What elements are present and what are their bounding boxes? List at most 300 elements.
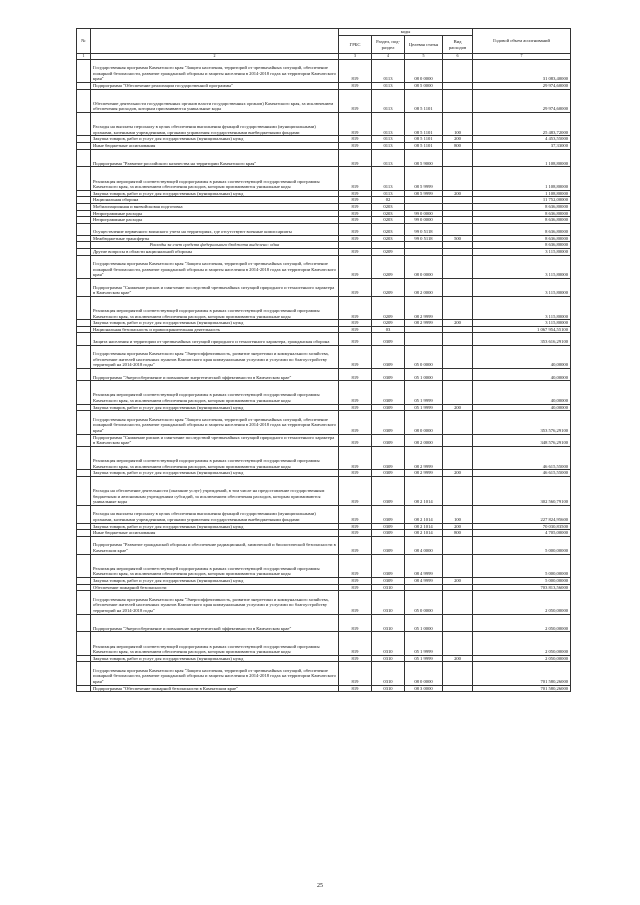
row-name: Непрограммные расходы bbox=[91, 210, 339, 217]
table-row bbox=[77, 203, 571, 210]
row-target: 05 1 9999 bbox=[405, 632, 443, 655]
row-grbs: 819 bbox=[339, 404, 372, 411]
table-row bbox=[77, 296, 571, 319]
table-row bbox=[77, 411, 571, 434]
row-amount: 5 000,00000 bbox=[473, 536, 571, 554]
row-number bbox=[77, 530, 91, 537]
row-name: Подпрограмма "Снижение рисков и смягчение последствий чрезвычайных ситуаций природного и техногенного характера в Камчатском крае" bbox=[91, 434, 339, 446]
row-number bbox=[77, 142, 91, 149]
row-section: 0309 bbox=[372, 536, 405, 554]
row-number bbox=[77, 112, 91, 135]
row-amount: 8 636,80000 bbox=[473, 203, 571, 210]
row-kind bbox=[443, 149, 473, 167]
header-codes: коды bbox=[339, 29, 473, 36]
row-grbs: 819 bbox=[339, 470, 372, 477]
row-kind bbox=[443, 89, 473, 112]
header-target: Целевая статья bbox=[405, 36, 443, 54]
row-amount: 3 115,80000 bbox=[473, 255, 571, 278]
row-kind bbox=[443, 685, 473, 692]
row-section: 0309 bbox=[372, 411, 405, 434]
table-row bbox=[77, 142, 571, 149]
row-amount: 40,00000 bbox=[473, 404, 571, 411]
row-kind: 200 bbox=[443, 320, 473, 327]
row-kind bbox=[443, 210, 473, 217]
row-name: Реализация мероприятий соответствующей подпрограммы в рамках соответствующей государственной программы Камчатского края, за исключением обеспечения расходов, которым присваиваются уникальные коды bbox=[91, 554, 339, 577]
row-grbs: 819 bbox=[339, 411, 372, 434]
row-amount: 29 974,60000 bbox=[473, 89, 571, 112]
row-target: 08 5 0000 bbox=[405, 82, 443, 89]
row-target bbox=[405, 249, 443, 256]
row-target: 08 5 9999 bbox=[405, 190, 443, 197]
row-section: 03 bbox=[372, 326, 405, 333]
row-section: 0309 bbox=[372, 554, 405, 577]
row-grbs: 819 bbox=[339, 149, 372, 167]
row-amount: 25 483,72000 bbox=[473, 112, 571, 135]
row-section: 0113 bbox=[372, 190, 405, 197]
row-name: Закупка товаров, работ и услуг для государственных (муниципальных) нужд bbox=[91, 320, 339, 327]
row-section: 0309 bbox=[372, 345, 405, 368]
row-section: 02 bbox=[372, 197, 405, 204]
row-amount: 2 050,00000 bbox=[473, 655, 571, 662]
row-number bbox=[77, 190, 91, 197]
table-row bbox=[77, 345, 571, 368]
row-section: 0203 bbox=[372, 203, 405, 210]
row-target bbox=[405, 333, 443, 345]
table-row bbox=[77, 404, 571, 411]
row-grbs: 819 bbox=[339, 82, 372, 89]
row-section: 0113 bbox=[372, 59, 405, 82]
row-amount: 70 030,83500 bbox=[473, 523, 571, 530]
row-name: Защита населения и территории от чрезвычайных ситуаций природного и техногенного характера, гражданская оборона bbox=[91, 333, 339, 345]
row-name: Подпрограмма "Снижение рисков и смягчение последствий чрезвычайных ситуаций природного и техногенного характера в Камчатском крае" bbox=[91, 279, 339, 297]
row-number bbox=[77, 210, 91, 217]
row-name: Государственная программа Камчатского края "Защита населения, территорий от чрезвычайных ситуаций, обеспечение пожарной безопасности, развитие гражданской обороны и защиты населения в 2014-2018 годах на территории Камчатского края" bbox=[91, 255, 339, 278]
row-target bbox=[405, 326, 443, 333]
row-amount: 11 752,00000 bbox=[473, 197, 571, 204]
row-target: 05 1 0000 bbox=[405, 369, 443, 381]
row-grbs: 819 bbox=[339, 59, 372, 82]
header-blank bbox=[91, 29, 339, 54]
table-row bbox=[77, 523, 571, 530]
row-kind bbox=[443, 333, 473, 345]
row-kind bbox=[443, 296, 473, 319]
row-name: Подпрограмма "Энергосбережение и повышение энергетической эффективности в Камчатском крае" bbox=[91, 369, 339, 381]
row-grbs: 819 bbox=[339, 446, 372, 469]
row-name: Государственная программа Камчатского края "Энергоэффективность, развитие энергетики и коммунального хозяйства, обеспечение жителей населенных пунктов Камчатского края коммунальными услугами и услугами по благоустройству территорий на 2014-2018 годы" bbox=[91, 345, 339, 368]
row-kind bbox=[443, 411, 473, 434]
row-grbs: 819 bbox=[339, 577, 372, 584]
row-grbs: 819 bbox=[339, 197, 372, 204]
row-target: 05 0 0000 bbox=[405, 591, 443, 614]
row-grbs: 819 bbox=[339, 536, 372, 554]
row-amount: 3 115,80000 bbox=[473, 249, 571, 256]
row-number bbox=[77, 655, 91, 662]
row-name: Реализация мероприятий соответствующей подпрограммы в рамках соответствующей государственной программы Камчатского края, за исключением обеспечения расходов, которым присваиваются уникальные коды bbox=[91, 632, 339, 655]
row-kind bbox=[443, 217, 473, 224]
column-index: 3 bbox=[339, 54, 372, 60]
row-number bbox=[77, 89, 91, 112]
row-target: 08 2 0000 bbox=[405, 434, 443, 446]
row-target: 08 0 0000 bbox=[405, 255, 443, 278]
row-section: 0310 bbox=[372, 584, 405, 591]
row-amount: 302 560,79100 bbox=[473, 476, 571, 505]
row-grbs: 819 bbox=[339, 662, 372, 685]
row-section: 0209 bbox=[372, 255, 405, 278]
table-row bbox=[77, 235, 571, 242]
row-grbs bbox=[339, 242, 372, 249]
row-kind: 100 bbox=[443, 505, 473, 523]
row-section: 0309 bbox=[372, 530, 405, 537]
row-amount: 4 453,55000 bbox=[473, 136, 571, 143]
row-kind: 200 bbox=[443, 190, 473, 197]
row-target: 08 3 0000 bbox=[405, 685, 443, 692]
row-section: 0209 bbox=[372, 249, 405, 256]
row-grbs: 819 bbox=[339, 333, 372, 345]
header-amount: Годовой объем ассигнований bbox=[473, 29, 571, 54]
row-kind bbox=[443, 203, 473, 210]
row-grbs: 819 bbox=[339, 296, 372, 319]
header-section: Раздел, под-раздел bbox=[372, 36, 405, 54]
row-name: Государственная программа Камчатского края "Защита населения, территорий от чрезвычайных ситуаций, обеспечение пожарной безопасности, развитие гражданской обороны и защиты населения в 2014-2018 годах на территории Камчатского края" bbox=[91, 662, 339, 685]
row-kind bbox=[443, 242, 473, 249]
row-grbs: 819 bbox=[339, 523, 372, 530]
row-target: 08 5 1101 bbox=[405, 136, 443, 143]
row-grbs: 819 bbox=[339, 279, 372, 297]
row-section: 0113 bbox=[372, 167, 405, 190]
row-amount: 3 115,80000 bbox=[473, 296, 571, 319]
row-kind bbox=[443, 381, 473, 404]
row-name: Подпрограмма "Развитие российского казачества на территории Камчатского края" bbox=[91, 149, 339, 167]
row-target: 08 4 9999 bbox=[405, 554, 443, 577]
row-section: 0310 bbox=[372, 662, 405, 685]
row-target: 08 4 9999 bbox=[405, 577, 443, 584]
table-row bbox=[77, 197, 571, 204]
column-index: 5 bbox=[405, 54, 443, 60]
row-amount: 1 108,80000 bbox=[473, 190, 571, 197]
row-kind: 200 bbox=[443, 523, 473, 530]
table-row bbox=[77, 434, 571, 446]
row-amount: 2 050,00000 bbox=[473, 591, 571, 614]
row-kind: 200 bbox=[443, 404, 473, 411]
table-row bbox=[77, 59, 571, 82]
row-target: 08 2 1014 bbox=[405, 476, 443, 505]
row-name: Непрограммные расходы bbox=[91, 217, 339, 224]
row-amount: 8 636,80000 bbox=[473, 217, 571, 224]
row-target: 08 0 0000 bbox=[405, 662, 443, 685]
row-number bbox=[77, 536, 91, 554]
row-grbs: 819 bbox=[339, 255, 372, 278]
row-amount: 1 108,80000 bbox=[473, 167, 571, 190]
row-number bbox=[77, 411, 91, 434]
row-target: 08 2 0000 bbox=[405, 279, 443, 297]
row-section: 0309 bbox=[372, 505, 405, 523]
row-amount: 46 615,55000 bbox=[473, 446, 571, 469]
row-number bbox=[77, 381, 91, 404]
row-name: Подпрограмма "Развитие гражданской обороны и обеспечение радиационной, химической и биологической безопасности в Камчатском крае" bbox=[91, 536, 339, 554]
table-row bbox=[77, 249, 571, 256]
row-name: Закупка товаров, работ и услуг для государственных (муниципальных) нужд bbox=[91, 577, 339, 584]
column-index: 6 bbox=[443, 54, 473, 60]
row-amount: 40,00000 bbox=[473, 345, 571, 368]
row-grbs: 819 bbox=[339, 203, 372, 210]
row-kind bbox=[443, 255, 473, 278]
row-grbs: 819 bbox=[339, 190, 372, 197]
row-number bbox=[77, 523, 91, 530]
table-row bbox=[77, 614, 571, 632]
row-amount: 1 067 954,55100 bbox=[473, 326, 571, 333]
row-name: Государственная программа Камчатского края "Защита населения, территорий от чрезвычайных ситуаций, обеспечение пожарной безопасности, развитие гражданской обороны и защиты населения в 2014-2018 годах на территории Камчатского края" bbox=[91, 59, 339, 82]
row-target: 08 4 0000 bbox=[405, 536, 443, 554]
row-number bbox=[77, 136, 91, 143]
row-number bbox=[77, 217, 91, 224]
row-section: 0310 bbox=[372, 655, 405, 662]
row-section: 0310 bbox=[372, 685, 405, 692]
row-amount: 227 824,95600 bbox=[473, 505, 571, 523]
table-row bbox=[77, 82, 571, 89]
row-grbs: 819 bbox=[339, 505, 372, 523]
row-kind bbox=[443, 584, 473, 591]
row-amount: 8 636,80000 bbox=[473, 210, 571, 217]
table-row bbox=[77, 591, 571, 614]
row-section: 0309 bbox=[372, 577, 405, 584]
page-number: 25 bbox=[317, 883, 323, 889]
row-kind bbox=[443, 591, 473, 614]
row-number bbox=[77, 326, 91, 333]
row-grbs: 819 bbox=[339, 369, 372, 381]
row-number bbox=[77, 434, 91, 446]
row-kind: 200 bbox=[443, 655, 473, 662]
table-row bbox=[77, 320, 571, 327]
row-grbs: 819 bbox=[339, 381, 372, 404]
row-section: 0209 bbox=[372, 296, 405, 319]
row-section: 0309 bbox=[372, 381, 405, 404]
row-note: Расходы за счет средств федерального бюджета выделено: одна bbox=[91, 242, 339, 249]
row-name: Осуществление первичного воинского учета на территориях, где отсутствуют военные комиссариаты bbox=[91, 223, 339, 235]
row-number bbox=[77, 203, 91, 210]
row-section: 0203 bbox=[372, 223, 405, 235]
table-row bbox=[77, 536, 571, 554]
row-target: 99 0 5118 bbox=[405, 235, 443, 242]
row-name: Расходы на выплаты персоналу в целях обеспечения выполнения функций государственными (муниципальными) органами, казенными учреждениями, органами управления государственными внебюджетными фондами bbox=[91, 505, 339, 523]
table-row bbox=[77, 89, 571, 112]
row-name: Закупка товаров, работ и услуг для государственных (муниципальных) нужд bbox=[91, 190, 339, 197]
row-grbs: 819 bbox=[339, 89, 372, 112]
row-number bbox=[77, 320, 91, 327]
header-kind: Вид расходов bbox=[443, 36, 473, 54]
row-amount: 29 974,60000 bbox=[473, 82, 571, 89]
table-row bbox=[77, 149, 571, 167]
row-name: Обеспечение деятельности государственных органов власти государственных органов) Камчатского края, за исключением обеспечения расходов, которым присваиваются уникальные коды bbox=[91, 89, 339, 112]
row-section: 0309 bbox=[372, 369, 405, 381]
row-target: 05 1 9999 bbox=[405, 655, 443, 662]
table-row bbox=[77, 577, 571, 584]
row-number bbox=[77, 59, 91, 82]
row-target: 08 0 0000 bbox=[405, 411, 443, 434]
row-section: 0309 bbox=[372, 434, 405, 446]
row-target: 99 0 5118 bbox=[405, 223, 443, 235]
row-section bbox=[372, 242, 405, 249]
row-kind bbox=[443, 536, 473, 554]
row-number bbox=[77, 404, 91, 411]
row-name: Расходы на выплаты персоналу в целях обеспечения выполнения функций государственными (муниципальными) органами, казенными учреждениями, органами управления государственными внебюджетными фондами bbox=[91, 112, 339, 135]
row-number bbox=[77, 242, 91, 249]
table-row bbox=[77, 530, 571, 537]
row-section: 0113 bbox=[372, 142, 405, 149]
row-target: 08 5 1101 bbox=[405, 112, 443, 135]
row-number bbox=[77, 470, 91, 477]
table-row bbox=[77, 554, 571, 577]
row-target: 08 2 9999 bbox=[405, 296, 443, 319]
row-grbs: 819 bbox=[339, 112, 372, 135]
header-number: № bbox=[77, 29, 91, 54]
row-name: Иные бюджетные ассигнования bbox=[91, 142, 339, 149]
row-target bbox=[405, 197, 443, 204]
row-grbs: 819 bbox=[339, 249, 372, 256]
row-amount: 8 636,80000 bbox=[473, 223, 571, 235]
row-amount: 31 083,40000 bbox=[473, 59, 571, 82]
row-amount: 5 000,00000 bbox=[473, 554, 571, 577]
row-kind bbox=[443, 632, 473, 655]
row-grbs: 819 bbox=[339, 655, 372, 662]
row-name: Мобилизационная и вневойсковая подготовка bbox=[91, 203, 339, 210]
row-target: 08 2 9999 bbox=[405, 320, 443, 327]
row-amount: 8 636,80000 bbox=[473, 242, 571, 249]
row-grbs: 819 bbox=[339, 476, 372, 505]
row-grbs: 819 bbox=[339, 554, 372, 577]
row-name: Государственная программа Камчатского края "Энергоэффективность, развитие энергетики и коммунального хозяйства, обеспечение жителей населенных пунктов Камчатского края коммунальными услугами и услугами по благоустройству территорий на 2014-2018 годы" bbox=[91, 591, 339, 614]
row-kind bbox=[443, 223, 473, 235]
row-amount: 1 108,80000 bbox=[473, 149, 571, 167]
row-kind: 200 bbox=[443, 470, 473, 477]
row-amount: 3 115,80000 bbox=[473, 279, 571, 297]
row-kind bbox=[443, 279, 473, 297]
row-name: Реализация мероприятий соответствующей подпрограммы в рамках соответствующей государственной программы Камчатского края, за исключением обеспечения расходов, которым присваиваются уникальные коды bbox=[91, 381, 339, 404]
row-name: Подпрограмма "Обеспечение пожарной безопасности в Камчатском крае" bbox=[91, 685, 339, 692]
table-row bbox=[77, 279, 571, 297]
row-section: 0309 bbox=[372, 404, 405, 411]
row-number bbox=[77, 279, 91, 297]
row-grbs: 819 bbox=[339, 320, 372, 327]
row-name: Иные бюджетные ассигнования bbox=[91, 530, 339, 537]
row-section: 0203 bbox=[372, 235, 405, 242]
row-name: Другие вопросы в области национальной обороны bbox=[91, 249, 339, 256]
row-section: 0209 bbox=[372, 279, 405, 297]
row-kind bbox=[443, 446, 473, 469]
row-name: Реализация мероприятий соответствующей подпрограммы в рамках соответствующей государственной программы Камчатского края, за исключением обеспечения расходов, которым присваиваются уникальные коды bbox=[91, 296, 339, 319]
row-amount: 4 705,00000 bbox=[473, 530, 571, 537]
column-index: 4 bbox=[372, 54, 405, 60]
row-kind bbox=[443, 167, 473, 190]
row-grbs: 819 bbox=[339, 210, 372, 217]
row-target: 08 2 1014 bbox=[405, 530, 443, 537]
row-kind bbox=[443, 476, 473, 505]
table-row bbox=[77, 685, 571, 692]
table-row bbox=[77, 476, 571, 505]
row-section: 0309 bbox=[372, 523, 405, 530]
row-kind bbox=[443, 554, 473, 577]
row-section: 0310 bbox=[372, 591, 405, 614]
row-name: Национальная безопасность и правоохранительная деятельность bbox=[91, 326, 339, 333]
row-grbs: 819 bbox=[339, 142, 372, 149]
table-header bbox=[77, 29, 571, 60]
row-section: 0113 bbox=[372, 89, 405, 112]
row-kind: 800 bbox=[443, 142, 473, 149]
row-target: 08 2 9999 bbox=[405, 446, 443, 469]
table-row bbox=[77, 333, 571, 345]
table-row bbox=[77, 136, 571, 143]
row-number bbox=[77, 249, 91, 256]
row-target: 08 5 1101 bbox=[405, 142, 443, 149]
table-row bbox=[77, 210, 571, 217]
header-grbs: ГРБС bbox=[339, 36, 372, 54]
row-kind bbox=[443, 59, 473, 82]
table-row bbox=[77, 217, 571, 224]
row-section: 0203 bbox=[372, 217, 405, 224]
table-body bbox=[77, 59, 571, 692]
row-number bbox=[77, 223, 91, 235]
row-section: 0309 bbox=[372, 470, 405, 477]
row-section: 0113 bbox=[372, 112, 405, 135]
row-target bbox=[405, 203, 443, 210]
row-amount: 353 576,29100 bbox=[473, 411, 571, 434]
table-row bbox=[77, 470, 571, 477]
column-index: 2 bbox=[91, 54, 339, 60]
row-number bbox=[77, 685, 91, 692]
row-name: Закупка товаров, работ и услуг для государственных (муниципальных) нужд bbox=[91, 523, 339, 530]
row-kind bbox=[443, 434, 473, 446]
row-grbs: 819 bbox=[339, 685, 372, 692]
row-name: Обеспечение пожарной безопасности bbox=[91, 584, 339, 591]
row-target: 05 1 9999 bbox=[405, 404, 443, 411]
row-amount: 703 813,56000 bbox=[473, 584, 571, 591]
row-kind bbox=[443, 662, 473, 685]
row-section: 0113 bbox=[372, 149, 405, 167]
row-number bbox=[77, 591, 91, 614]
row-name: Закупка товаров, работ и услуг для государственных (муниципальных) нужд bbox=[91, 404, 339, 411]
row-kind: 200 bbox=[443, 577, 473, 584]
table-row bbox=[77, 655, 571, 662]
row-amount: 8 636,80000 bbox=[473, 235, 571, 242]
column-index: 1 bbox=[77, 54, 91, 60]
row-grbs: 819 bbox=[339, 167, 372, 190]
row-target: 08 2 9999 bbox=[405, 470, 443, 477]
row-number bbox=[77, 614, 91, 632]
row-number bbox=[77, 255, 91, 278]
row-number bbox=[77, 167, 91, 190]
row-kind: 200 bbox=[443, 136, 473, 143]
row-grbs: 819 bbox=[339, 584, 372, 591]
row-amount: 353 616,29100 bbox=[473, 333, 571, 345]
row-kind bbox=[443, 197, 473, 204]
table-row bbox=[77, 242, 571, 249]
row-section: 0113 bbox=[372, 136, 405, 143]
row-name: Национальная оборона bbox=[91, 197, 339, 204]
row-kind bbox=[443, 614, 473, 632]
row-grbs: 819 bbox=[339, 530, 372, 537]
table-row bbox=[77, 662, 571, 685]
row-target: 05 1 0000 bbox=[405, 614, 443, 632]
table-row bbox=[77, 505, 571, 523]
table-row bbox=[77, 255, 571, 278]
row-target: 08 5 9999 bbox=[405, 167, 443, 190]
row-amount: 2 050,00000 bbox=[473, 632, 571, 655]
row-number bbox=[77, 333, 91, 345]
row-amount: 5 000,00000 bbox=[473, 577, 571, 584]
row-number bbox=[77, 446, 91, 469]
row-amount: 701 580,26000 bbox=[473, 685, 571, 692]
row-number bbox=[77, 584, 91, 591]
column-index: 7 bbox=[473, 54, 571, 60]
